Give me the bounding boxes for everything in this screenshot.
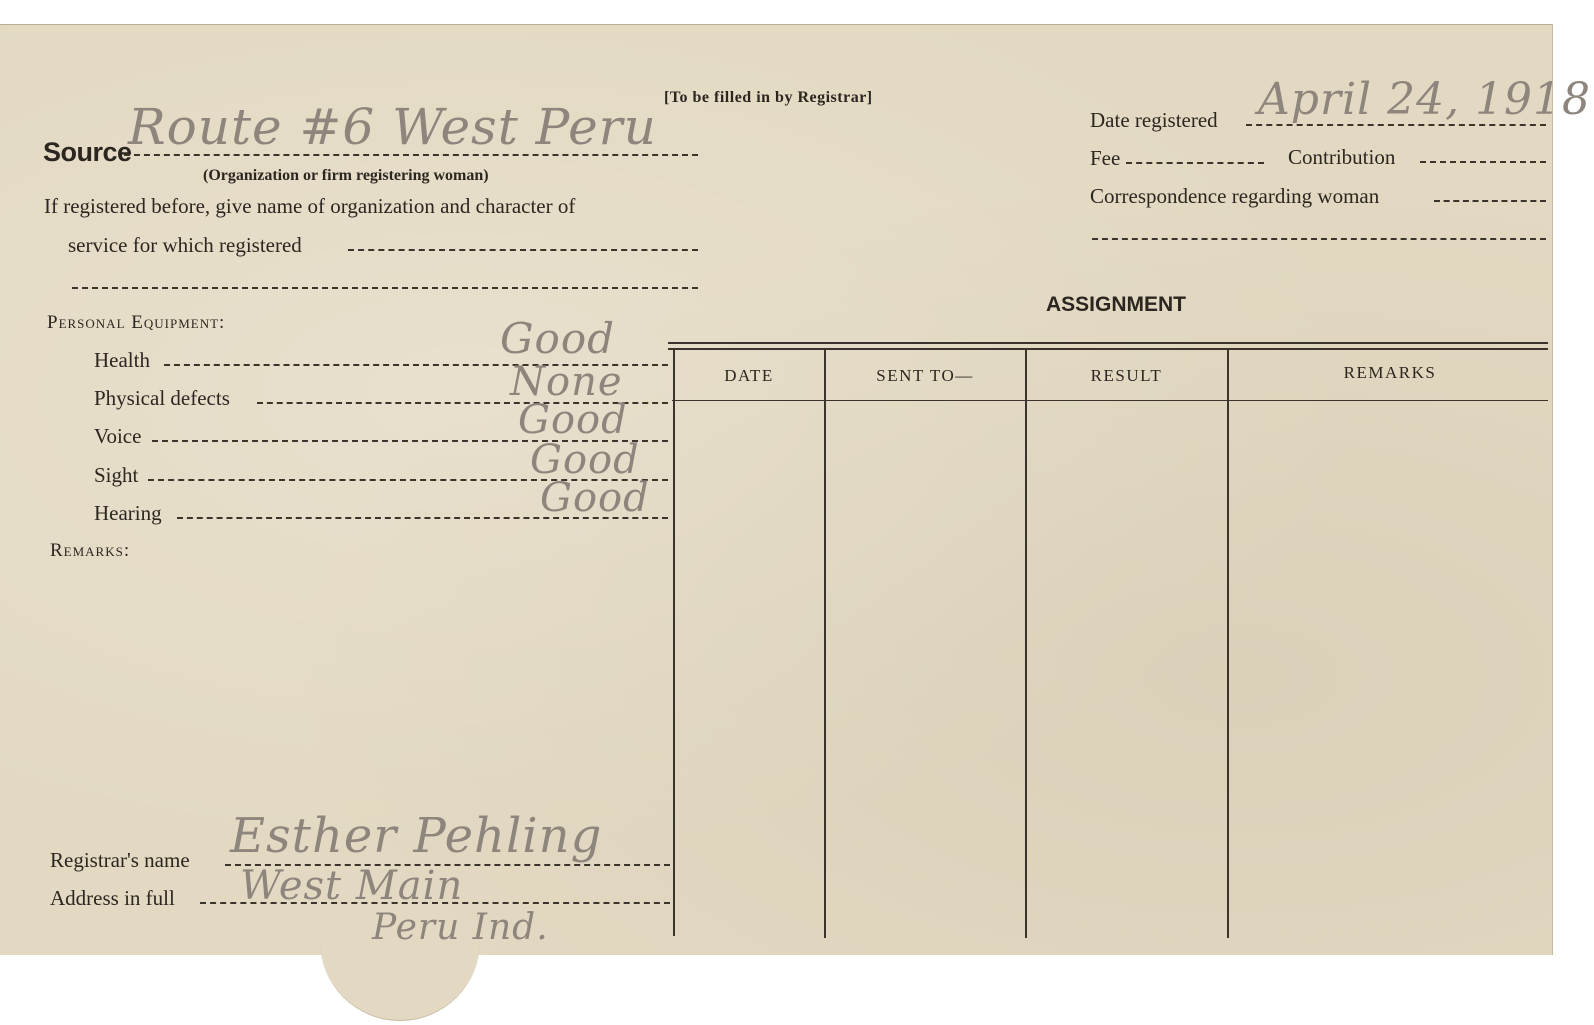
contribution-label: Contribution xyxy=(1288,145,1396,169)
registrar-name-label: Registrar's name xyxy=(50,848,190,872)
source-caption: (Organization or firm registering woman) xyxy=(203,167,489,184)
personal-equipment-heading: Personal Equipment: xyxy=(47,312,226,333)
registered-service-line xyxy=(348,249,698,251)
assignment-top-rule-2 xyxy=(668,348,1548,350)
remarks-heading: Remarks: xyxy=(50,540,131,561)
date-registered-label: Date registered xyxy=(1090,108,1218,132)
sight-label: Sight xyxy=(94,463,139,487)
source-label: Source xyxy=(43,137,132,167)
voice-label: Voice xyxy=(94,424,142,448)
address-value-line1: West Main xyxy=(240,863,464,909)
voice-value: Good xyxy=(518,397,628,443)
address-label: Address in full xyxy=(50,886,175,910)
registered-before-text: If registered before, give name of organization and character of xyxy=(44,194,576,218)
table-divider-1 xyxy=(824,350,826,938)
correspondence-line xyxy=(1434,200,1546,202)
sight-value: Good xyxy=(530,437,640,483)
registrar-name-value: Esther Pehling xyxy=(230,808,603,864)
physical-defects-label: Physical defects xyxy=(94,386,230,410)
registrar-note: [To be filled in by Registrar] xyxy=(664,89,873,106)
address-value-line2: Peru Ind. xyxy=(372,907,549,948)
column-remarks: REMARKS xyxy=(1343,363,1437,382)
table-divider-2 xyxy=(1025,350,1027,938)
correspondence-extra-line xyxy=(1092,238,1546,240)
source-value: Route #6 West Peru xyxy=(128,98,657,156)
registered-extra-line xyxy=(72,287,698,289)
hearing-value: Good xyxy=(540,475,650,521)
fee-line xyxy=(1126,162,1264,164)
health-label: Health xyxy=(94,348,150,372)
registered-service-label: service for which registered xyxy=(68,233,302,257)
column-result: RESULT xyxy=(1090,366,1163,385)
assignment-top-rule-1 xyxy=(668,342,1548,344)
table-divider-3 xyxy=(1227,350,1229,938)
assignment-header-rule xyxy=(672,400,1548,401)
assignment-title: ASSIGNMENT xyxy=(1046,293,1187,316)
fee-label: Fee xyxy=(1090,146,1121,170)
hearing-label: Hearing xyxy=(94,501,162,525)
contribution-line xyxy=(1420,161,1546,163)
date-registered-value: April 24, 1918 xyxy=(1258,74,1592,125)
correspondence-label: Correspondence regarding woman xyxy=(1090,184,1380,208)
column-date: DATE xyxy=(724,366,774,385)
table-left-border xyxy=(673,350,675,936)
card-tab xyxy=(320,940,480,1021)
health-value: Good xyxy=(500,314,616,363)
column-sent-to: SENT TO— xyxy=(876,366,974,385)
physical-defects-value: None xyxy=(510,359,623,405)
